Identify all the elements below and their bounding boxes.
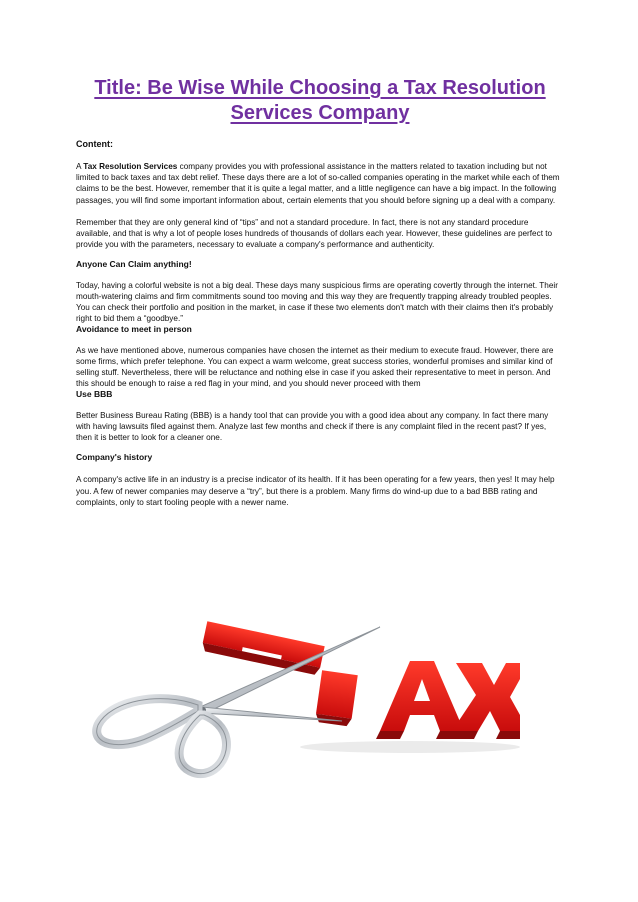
intro-paragraph xyxy=(76,161,564,206)
tax-scissors-icon xyxy=(80,621,520,786)
content-label: Content: xyxy=(76,139,113,149)
document-page xyxy=(0,76,638,902)
document-title: Title: Be Wise While Choosing a Tax Resolution Services Company xyxy=(94,77,546,124)
tips-paragraph: Remember that they are only general kind of “tips” and not a standard procedure. In fact, there is not any standard procedure available, and that is why a lot of people loses hundreds of thousands of dollars each year. However, these guidelines are perfect to provide you with the parameters, necessary to evaluate a company's performance and authenticity. xyxy=(76,217,553,250)
section-text-bbb: Better Business Bureau Rating (BBB) is a handy tool that can provide you with a good idea about any company. In fact there many with having lawsuits filed against them. Analyze last few months and check if there is any complaint filed in the recent past? If yes, then it is better to look for a cleaner one. xyxy=(76,410,549,443)
section-heading-history: Company's history xyxy=(76,452,153,463)
intro-rest: company provides you with professional assistance in the matters related to taxation including but not limited to back taxes and tax debt relief. These days there are a lot of so-called companies operating in the market while each of them claims to be the best. However, remember that it is quite a legal matter, and a little negligence can have a big impact. In the following passages, you will find some important information about, certain elements that you should before signing up a deal with a company. xyxy=(76,162,560,205)
tax-scissors-illustration xyxy=(80,621,520,786)
intro-prefix: A xyxy=(76,162,84,171)
section-text-claims: Today, having a colorful website is not a big deal. These days many suspicious firms are operating covertly through the internet. Their mouth-watering claims and firm commitments sound too moving and this way they are frequently trapping already troubled peoples. You can check their portfolio and position in the market, in case if these two elements don't match with their claims then it's probably right to bid them a “goodbye.” xyxy=(76,280,558,324)
section-heading-meet: Avoidance to meet in person xyxy=(76,324,192,335)
section-heading-claims: Anyone Can Claim anything! xyxy=(76,259,192,270)
section-text-history: A company's active life in an industry is a precise indicator of its health. If it has been operating for a few years, then yes! It may help you. A few of newer companies may deserve a “try”, but there is a problem. Many firms do wind-up due to a bad BBB rating and complaints, only to start fooling people with a newer name. xyxy=(76,475,555,507)
section-text-meet: As we have mentioned above, numerous companies have chosen the internet as their medium to execute fraud. However, there are some firms, which prefer telephone. You can expect a warm welcome, great success stories, wonderful promises and similar kind of selling stuff. Nevertheless, there will be reluctance and nothing else in case if you asked their representative to meet in person. And this should be enough to raise a red flag in your mind, and you should never proceed with them xyxy=(76,345,554,389)
intro-bold-term: Tax Resolution Services xyxy=(83,162,178,171)
section-heading-bbb: Use BBB xyxy=(76,389,113,400)
